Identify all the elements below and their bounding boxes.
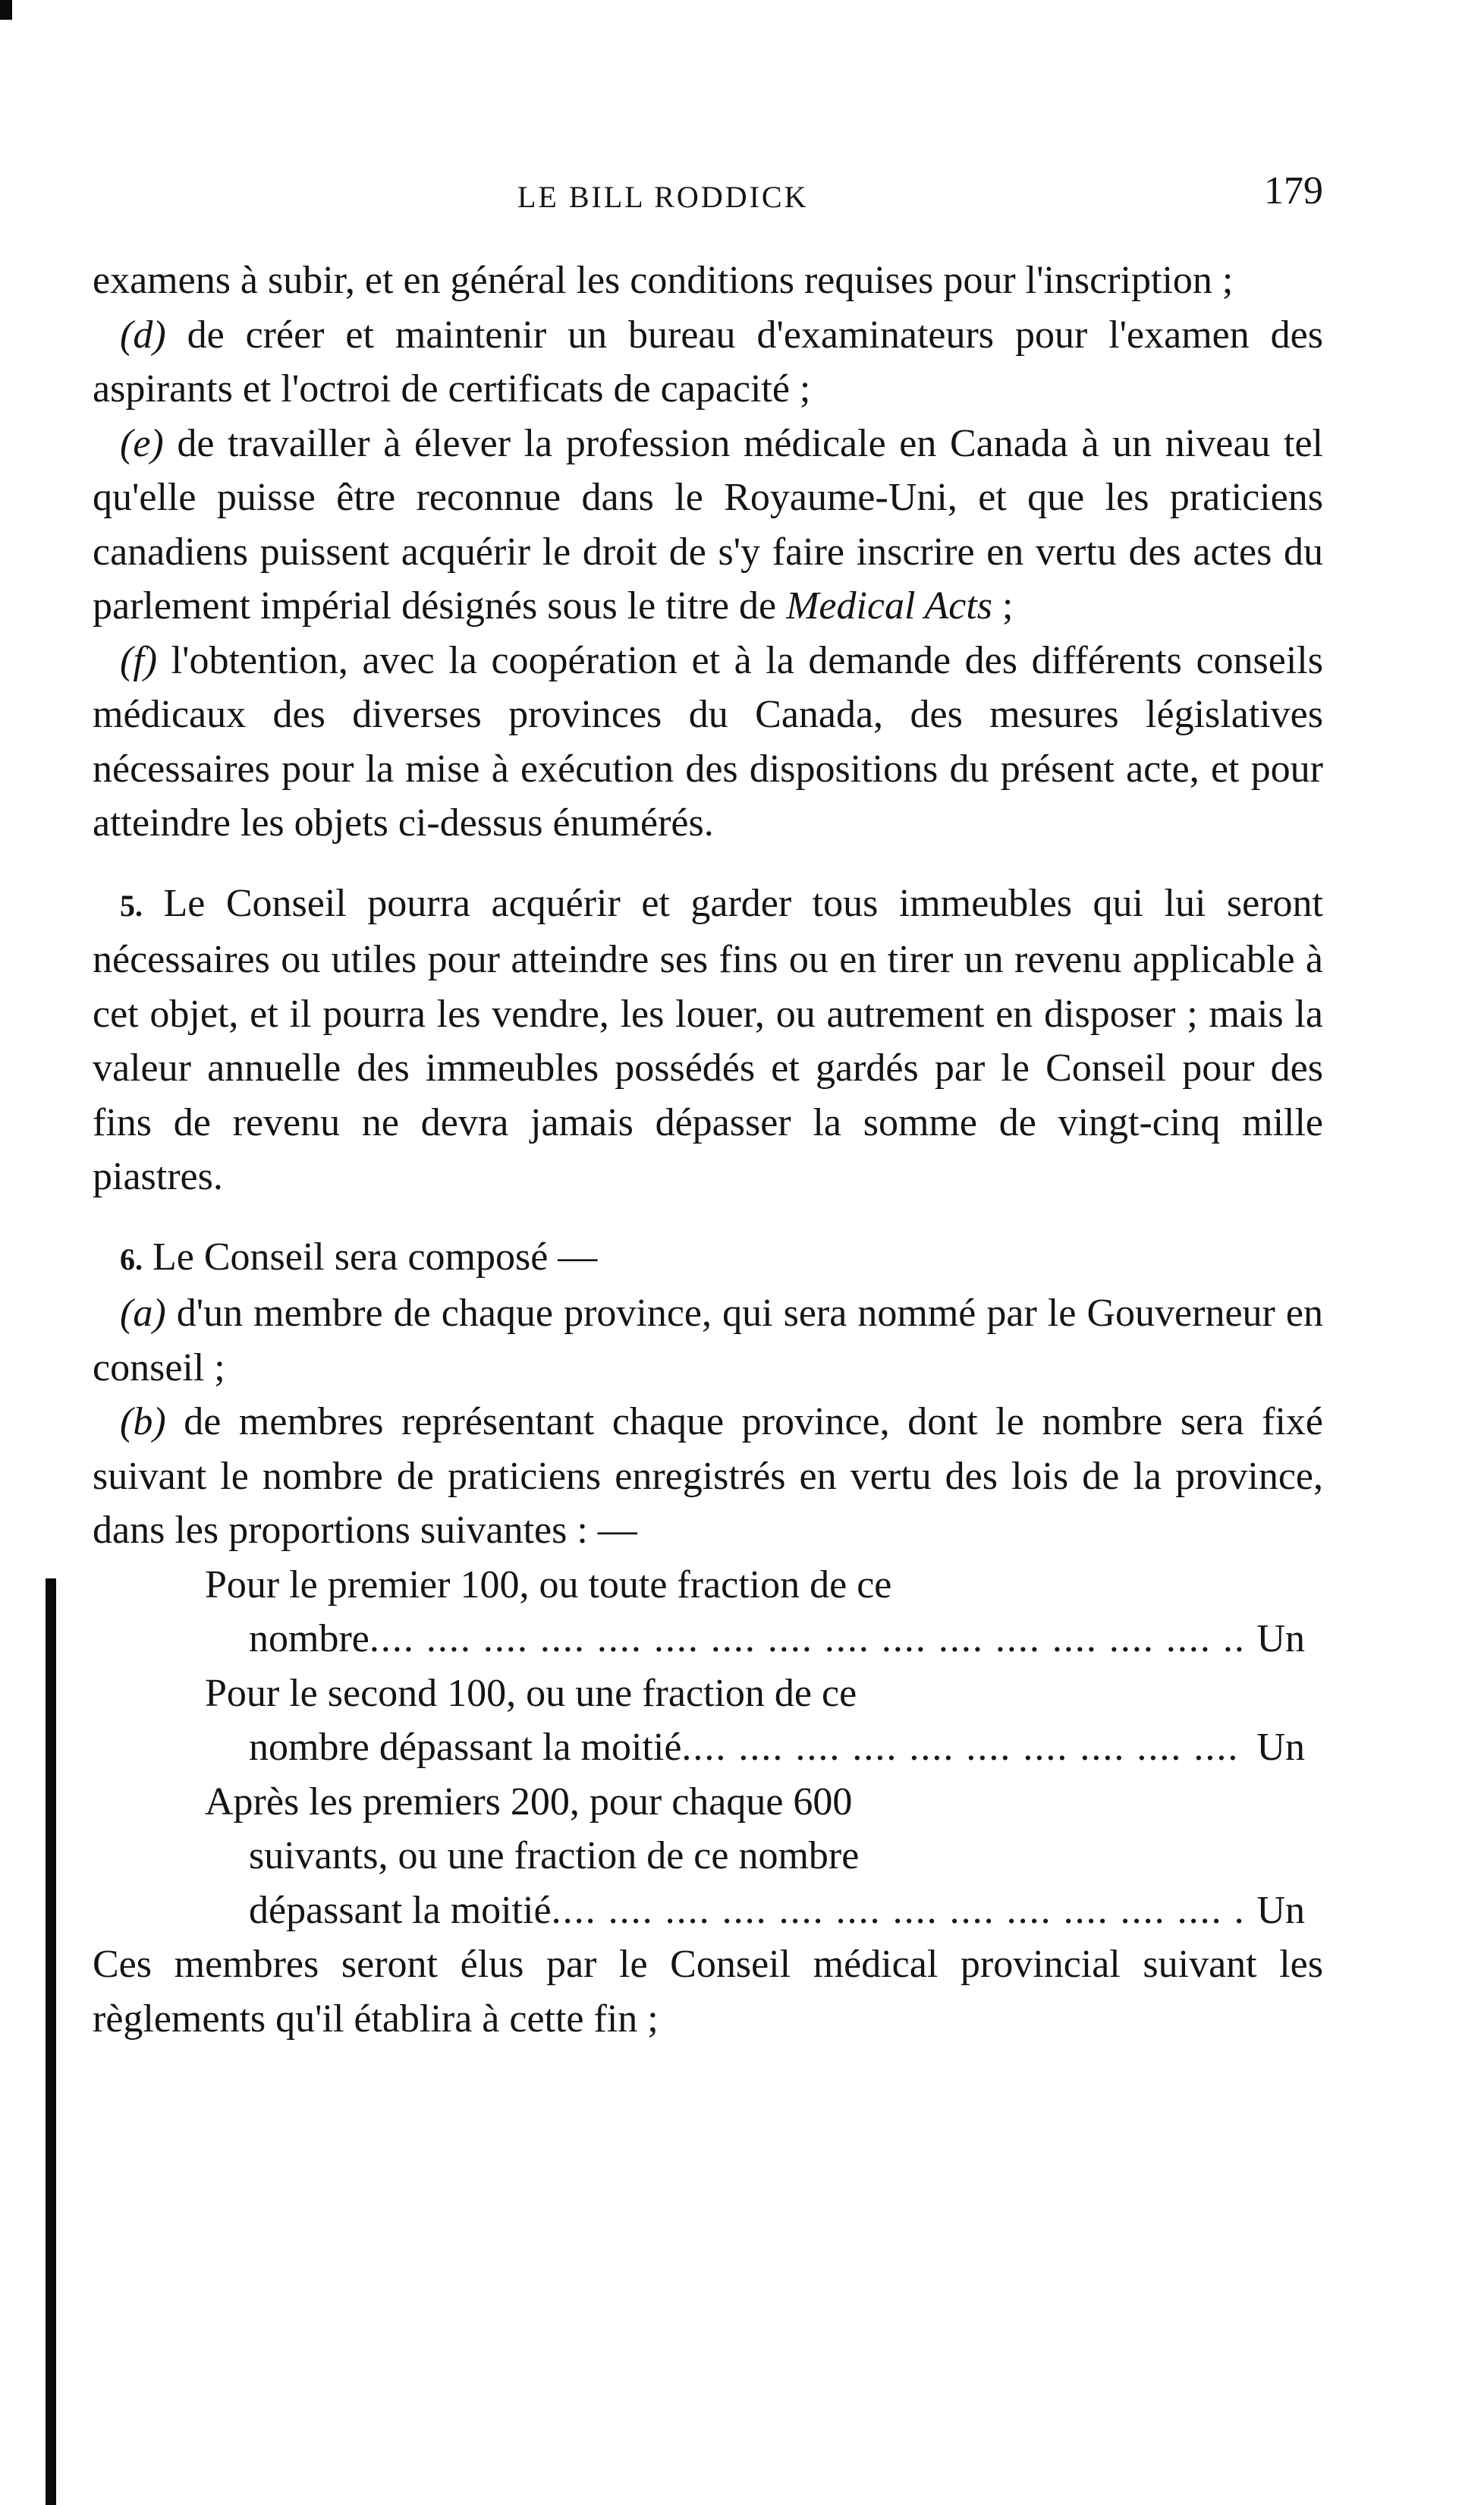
row-leader-line [205, 1720, 1323, 1775]
clause-text: de créer et maintenir un bureau d'examinateurs pour l'examen des aspirants et l'octroi de certificats de capacité ; [93, 313, 1323, 411]
row-text: nombre dépassant la moitié [249, 1726, 682, 1769]
italic-title: Medical Acts [786, 584, 993, 628]
row-text: suivants, ou une fraction de ce nombre [249, 1834, 860, 1877]
clause-label: (e) [120, 421, 164, 465]
representation-table [93, 1558, 1323, 1938]
section-number: 5. [120, 888, 143, 923]
page-number: 179 [1264, 169, 1323, 212]
row-leader-line [205, 1612, 1323, 1666]
section-5 [93, 876, 1323, 1204]
dot-leader [681, 1720, 1247, 1775]
clause-b [93, 1395, 1323, 1558]
table-row [93, 1666, 1323, 1775]
clause-label: (f) [120, 638, 158, 682]
dot-leader [552, 1883, 1248, 1938]
row-text: dépassant la moitié [249, 1888, 552, 1932]
clause-d [93, 308, 1323, 417]
row-text: nombre [249, 1617, 369, 1660]
paragraph-text: examens à subir, et en général les conditions requises pour l'inscription ; [93, 259, 1234, 302]
row-value: Un [1256, 1726, 1305, 1769]
clause-a [93, 1286, 1323, 1395]
clause-text: l'obtention, avec la coopération et à la demande des différents conseils médicaux des diverses provinces du Canada, des mesures législatives nécessaires pour la mise à exécution des dispositions du présent acte, et pour atteindre les objets ci-dessus énumérés. [93, 638, 1323, 845]
dot-leader [369, 1612, 1248, 1666]
clause-label: (b) [120, 1400, 166, 1443]
clause-e [93, 417, 1323, 634]
page-body [93, 253, 1323, 2046]
section-text: Le Conseil sera composé — [143, 1235, 598, 1279]
paragraph-continuation [93, 253, 1323, 308]
clause-text: de membres représentant chaque province, dont le nombre sera fixé suivant le nombre de praticiens enregistrés en vertu des lois de la province, dans les proportions suivantes : — [93, 1400, 1323, 1552]
scan-edge-bar [46, 1578, 56, 2505]
clause-end: ; [992, 584, 1014, 628]
section-text: Le Conseil pourra acquérir et garder tous immeubles qui lui seront nécessaires ou utiles pour atteindre ses fins ou en tirer un revenu applicable à cet objet, et il pourra les vendre, les louer, ou autrement en disposer ; mais la valeur annuelle des immeubles possédés et gardés par le Conseil pour des fins de revenu ne devra jamais dépasser la somme de vingt-cinq mille piastres. [93, 881, 1323, 1198]
running-head: LE BILL RODDICK [517, 180, 809, 214]
clause-text: de travailler à élever la profession médicale en Canada à un niveau tel qu'elle puisse être reconnue dans le Royaume-Uni, et que les praticiens canadiens puissent acquérir le droit de s'y faire inscrire en vertu des actes du parlement impérial désignés sous le titre de [93, 421, 1323, 628]
clause-label: (d) [120, 313, 166, 357]
closing-paragraph [93, 1937, 1323, 2046]
row-text: Après les premiers 200, pour chaque 600 [205, 1780, 853, 1824]
clause-label: (a) [120, 1292, 166, 1335]
row-leader-line [205, 1883, 1323, 1938]
scan-corner-mark [0, 0, 12, 20]
page-header [93, 168, 1323, 222]
row-text: Pour le premier 100, ou toute fraction de ce [205, 1562, 892, 1607]
table-row [93, 1775, 1323, 1938]
section-6 [93, 1230, 1323, 1287]
clause-f [93, 634, 1323, 851]
row-value: Un [1256, 1617, 1305, 1660]
row-text: Pour le second 100, ou une fraction de ce [205, 1671, 857, 1715]
paragraph-text: Ces membres seront élus par le Conseil médical provincial suivant les règlements qu'il établira à cette fin ; [93, 1943, 1323, 2041]
table-row [93, 1558, 1323, 1666]
row-value: Un [1256, 1888, 1305, 1932]
clause-text: d'un membre de chaque province, qui sera nommé par le Gouverneur en conseil ; [93, 1292, 1323, 1389]
section-number: 6. [120, 1241, 143, 1276]
